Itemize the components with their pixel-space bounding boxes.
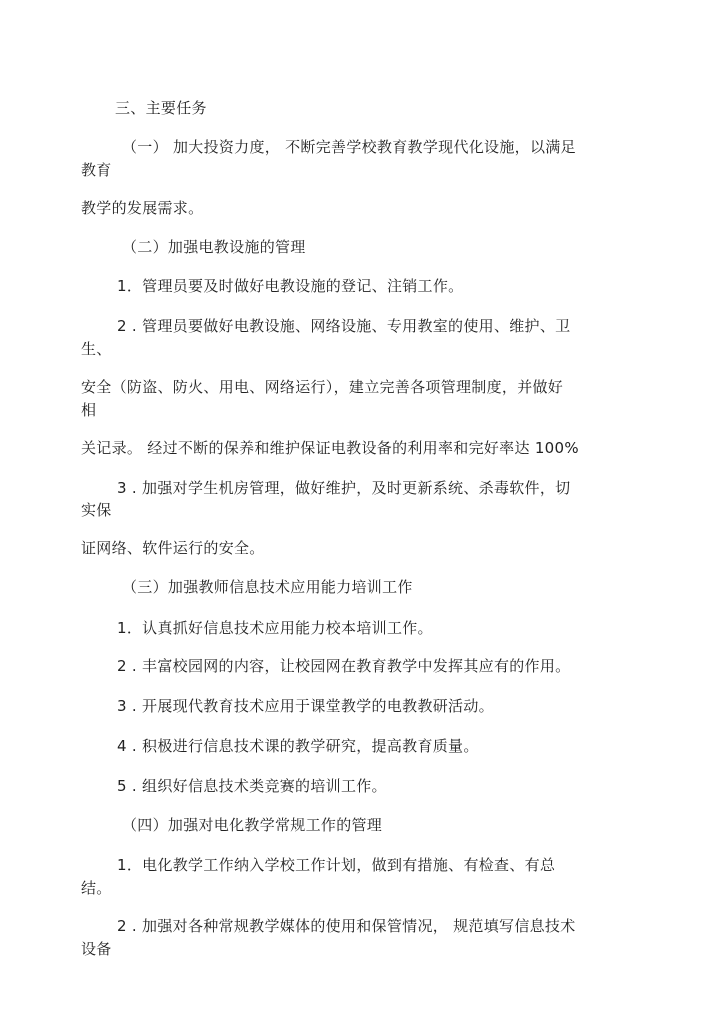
item-4-2-line-2: 设备 [81, 940, 112, 958]
item-2-3-line-2: 实保 [81, 501, 112, 519]
item-2-3-line-3: 证网络、软件运行的安全。 [81, 539, 265, 557]
item-3-2: 2 . 丰富校园网的内容，让校园网在教育教学中发挥其应有的作用。 [117, 657, 571, 675]
item-2-2-line-5: 关记录。 经过不断的保养和维护保证电教设备的利用率和完好率达 100% [81, 439, 579, 457]
item-4-1-line-1: 1．电化教学工作纳入学校工作计划，做到有措施、有检查、有总 [117, 856, 556, 874]
heading-4: （四）加强对电化教学常规工作的管理 [122, 816, 383, 834]
heading-1-line-2: 教育 [81, 161, 112, 179]
item-2-2-line-1: 2 . 管理员要做好电教设施、网络设施、专用教室的使用、维护、卫 [117, 317, 571, 335]
heading-1-line-3: 教学的发展需求。 [81, 199, 204, 217]
heading-3: （三）加强教师信息技术应用能力培训工作 [122, 578, 413, 596]
heading-2: （二）加强电教设施的管理 [122, 238, 306, 256]
item-3-4: 4 . 积极进行信息技术课的教学研究，提高教育质量。 [117, 737, 479, 755]
item-4-2-line-1: 2 . 加强对各种常规教学媒体的使用和保管情况， 规范填写信息技术 [117, 917, 576, 935]
item-2-3-line-1: 3 . 加强对学生机房管理，做好维护，及时更新系统、杀毒软件，切 [117, 479, 571, 497]
item-2-2-line-3: 安全（防盗、防火、用电、网络运行），建立完善各项管理制度，并做好 [81, 378, 564, 396]
item-3-3: 3 . 开展现代教育技术应用于课堂教学的电教教研活动。 [117, 697, 494, 715]
item-4-1-line-2: 结。 [81, 879, 112, 897]
heading-main-tasks: 三、主要任务 [115, 99, 207, 117]
item-2-2-line-2: 生、 [81, 340, 112, 358]
item-2-2-line-4: 相 [81, 401, 97, 419]
item-3-1: 1．认真抓好信息技术应用能力校本培训工作。 [117, 619, 433, 637]
item-2-1: 1．管理员要及时做好电教设施的登记、注销工作。 [117, 277, 464, 295]
item-3-5: 5 . 组织好信息技术类竞赛的培训工作。 [117, 777, 387, 795]
heading-1-line-1: （一） 加大投资力度， 不断完善学校教育教学现代化设施，以满足 [122, 138, 576, 156]
